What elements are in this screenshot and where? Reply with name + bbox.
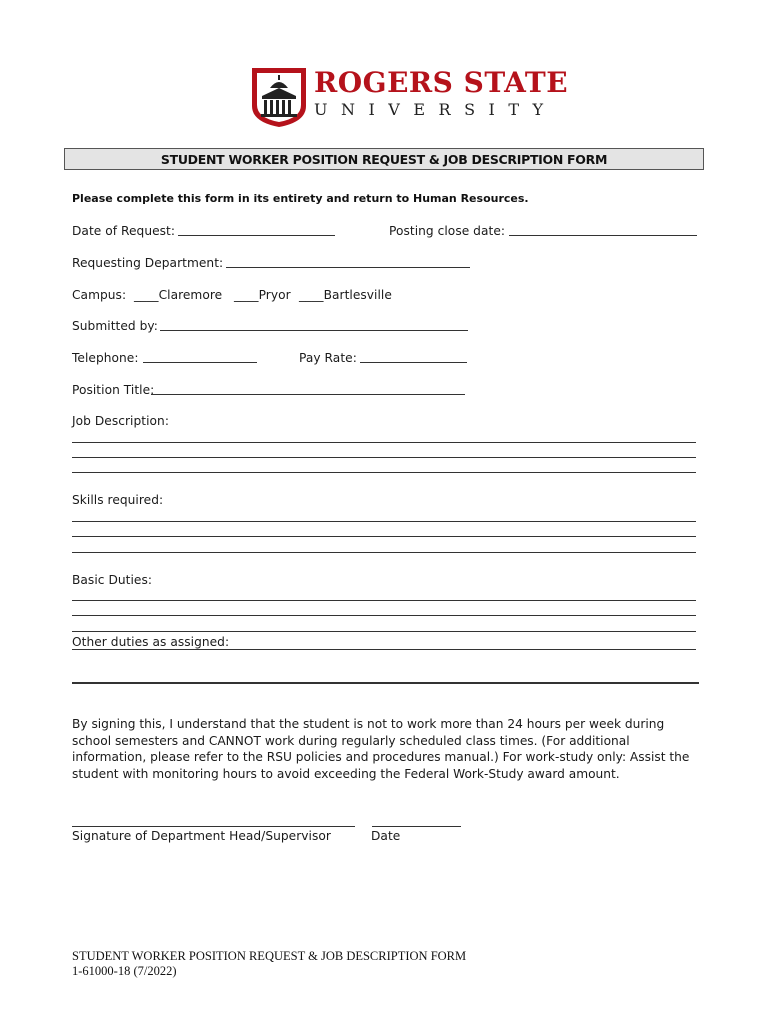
basic-duties-line[interactable] bbox=[72, 600, 696, 601]
requesting-department-field[interactable] bbox=[226, 267, 470, 268]
basic-duties-line[interactable] bbox=[72, 631, 696, 632]
submitted-by-field[interactable] bbox=[160, 330, 468, 331]
university-logo bbox=[250, 66, 569, 130]
job-description-label: Job Description: bbox=[72, 414, 169, 428]
job-description-line[interactable] bbox=[72, 457, 696, 458]
pay-rate-field[interactable] bbox=[360, 362, 467, 363]
basic-duties-label: Basic Duties: bbox=[72, 573, 153, 587]
signing-statement: By signing this, I understand that the student is not to work more than 24 hours per week during school semesters and CANNOT work during regularly scheduled class times. (For additional information, please refer to the RSU policies and procedures manual.) For work-study only: Assist the student with monitoring hours to avoid exceeding the Federal Work-Study award amount. bbox=[72, 717, 690, 781]
pay-rate-label: Pay Rate: bbox=[299, 351, 357, 365]
signature-date-label: Date bbox=[371, 829, 401, 843]
position-title-field[interactable] bbox=[151, 394, 465, 395]
form-title-box bbox=[64, 148, 704, 170]
other-duties-label: Other duties as assigned: bbox=[72, 635, 230, 649]
campus-option-claremore[interactable]: ____Claremore bbox=[134, 288, 223, 302]
campus-option-pryor[interactable]: ____Pryor bbox=[234, 288, 291, 302]
telephone-field[interactable] bbox=[143, 362, 257, 363]
logo-name-line2: UNIVERSITY bbox=[314, 100, 557, 119]
position-title-label: Position Title: bbox=[72, 383, 155, 397]
job-description-line[interactable] bbox=[72, 472, 696, 473]
footer-form-number: 1-61000-18 (7/2022) bbox=[72, 964, 177, 978]
skills-required-line[interactable] bbox=[72, 521, 696, 522]
other-duties-line[interactable] bbox=[72, 649, 696, 650]
logo-name-line1: ROGERS STATE bbox=[314, 66, 569, 99]
supervisor-signature-field[interactable] bbox=[72, 826, 355, 827]
skills-required-label: Skills required: bbox=[72, 493, 164, 507]
skills-required-line[interactable] bbox=[72, 536, 696, 537]
date-of-request-label: Date of Request: bbox=[72, 224, 176, 238]
form-title: STUDENT WORKER POSITION REQUEST & JOB DESCRIPTION FORM bbox=[160, 151, 608, 167]
basic-duties-line[interactable] bbox=[72, 615, 696, 616]
campus-label: Campus: bbox=[72, 288, 127, 302]
skills-required-line[interactable] bbox=[72, 552, 696, 553]
posting-close-date-label: Posting close date: bbox=[389, 224, 506, 238]
job-description-line[interactable] bbox=[72, 442, 696, 443]
submitted-by-label: Submitted by: bbox=[72, 319, 158, 333]
campus-option-bartlesville[interactable]: ____Bartlesville bbox=[299, 288, 392, 302]
requesting-department-label: Requesting Department: bbox=[72, 256, 224, 270]
instructions: Please complete this form in its entirety and return to Human Resources. bbox=[72, 192, 529, 205]
section-divider bbox=[72, 682, 699, 684]
posting-close-date-field[interactable] bbox=[509, 235, 697, 236]
telephone-label: Telephone: bbox=[72, 351, 139, 365]
supervisor-signature-label: Signature of Department Head/Supervisor bbox=[72, 829, 331, 843]
signature-date-field[interactable] bbox=[372, 826, 461, 827]
date-of-request-field[interactable] bbox=[178, 235, 335, 236]
university-seal-icon bbox=[250, 66, 308, 128]
footer-form-name: STUDENT WORKER POSITION REQUEST & JOB DESCRIPTION FORM bbox=[72, 949, 467, 963]
